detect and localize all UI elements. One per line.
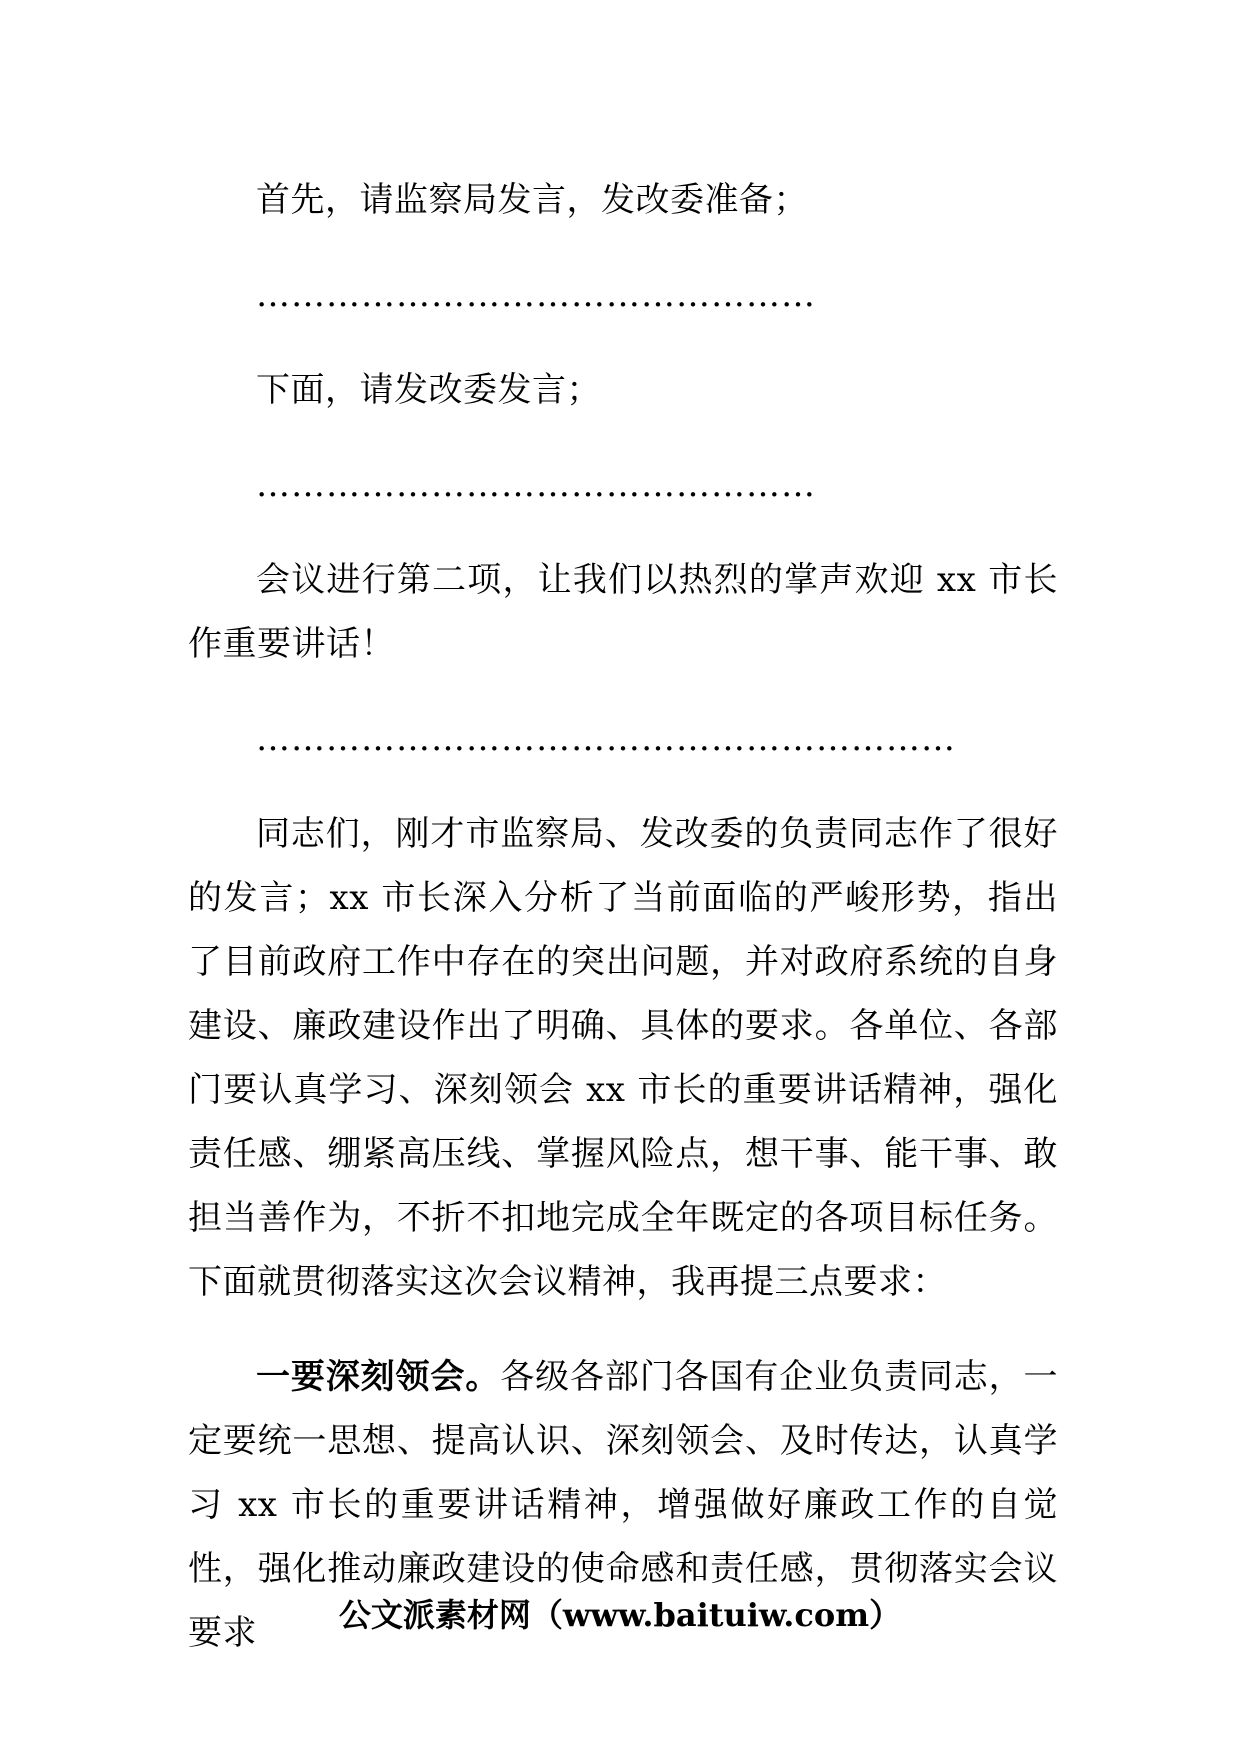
ellipsis-line: …………………………………………: [256, 465, 816, 505]
paragraph-summary: 同志们，刚才市监察局、发改委的负责同志作了很好的发言；xx 市长深入分析了当前面临的严峻形势，指出了目前政府工作中存在的突出问题，并对政府系统的自身建设、廉政建设作出了明确、具体的要求。各单位、各部门要认真学习、深刻领会 xx 市长的重要讲话精神，强化责任感、绷紧高压线、掌握风险点，想干事、能干事、敢担当善作为，不折不扣地完成全年既定的各项目标任务。下面就贯彻落实这次会议精神，我再提三点要求：: [188, 814, 1058, 1302]
requirement-text: 各级各部门各国有企业负责同志，一定要统一思想、提高认识、深刻领会、及时传达，认真学习 xx 市长的重要讲话精神，增强做好廉政工作的自觉性，强化推动廉政建设的使命感和责任感，贯彻落实会议要求: [188, 1357, 1059, 1653]
requirement-heading: 一要深刻领会。: [256, 1357, 501, 1397]
ellipsis-line: ……………………………………………………: [256, 719, 956, 759]
ellipsis-line: …………………………………………: [256, 275, 816, 315]
page-footer: 公文派素材网（www.baituiw.com）: [338, 1596, 902, 1634]
paragraph-second-item: 会议进行第二项，让我们以热烈的掌声欢迎 xx 市长作重要讲话！: [188, 560, 1058, 664]
document-body: [188, 168, 1058, 1665]
paragraph-next-speaker: 下面，请发改委发言；: [256, 370, 601, 410]
paragraph-speaker-order: 首先，请监察局发言，发改委准备；: [256, 180, 808, 220]
